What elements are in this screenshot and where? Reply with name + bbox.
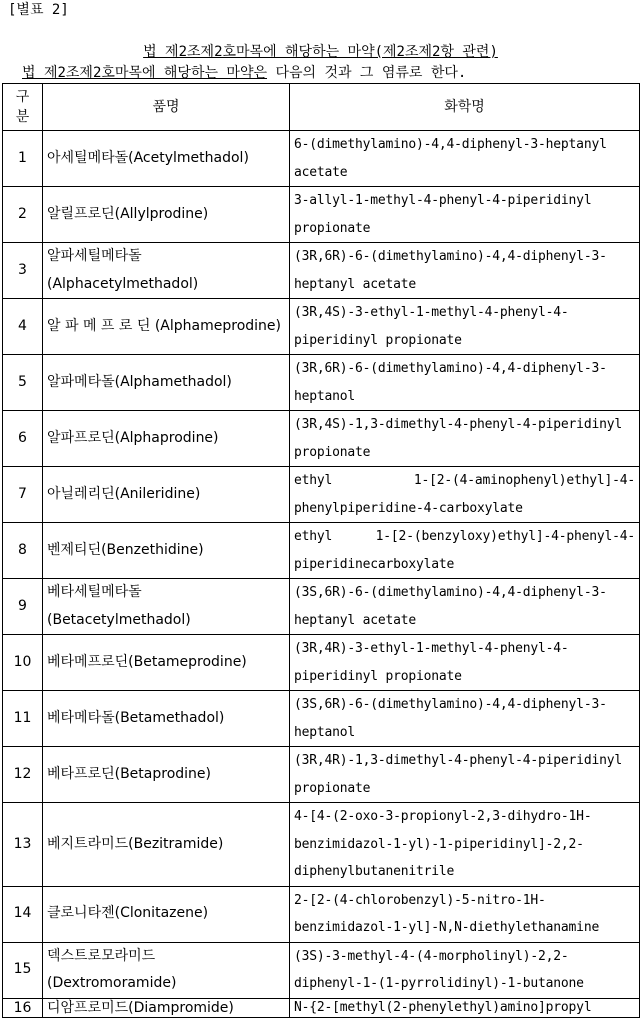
chemical-name: ethyl 1-[2-(benzyloxy)ethyl]-4-phenyl-4-piperidinecarboxylate: [290, 523, 640, 579]
drug-name: 베타메프로딘(Betameprodine): [43, 635, 290, 691]
chemical-name: (3R,4R)-1,3-dimethyl-4-phenyl-4-piperidinyl propionate: [290, 747, 640, 803]
chemical-name: (3S)-3-methyl-4-(4-morpholinyl)-2,2-diphenyl-1-(1-pyrrolidinyl)-1-butanone: [290, 942, 640, 998]
table-row: [3, 131, 640, 187]
drug-name: 아세틸메타돌(Acetylmethadol): [43, 131, 290, 187]
row-number: 3: [3, 243, 43, 299]
chemical-name: ethyl 1-[2-(4-aminophenyl)ethyl]-4-phenylpiperidine-4-carboxylate: [290, 467, 640, 523]
intro-sentence: [22, 64, 466, 82]
drug-name: 디암프로미드(Diampromide): [43, 998, 290, 1017]
chemical-name: (3S,6R)-6-(dimethylamino)-4,4-diphenyl-3-heptanyl acetate: [290, 579, 640, 635]
table-row: [3, 355, 640, 411]
drug-name: 클로니타젠(Clonitazene): [43, 886, 290, 942]
table-header-row: [3, 84, 640, 131]
table-row: [3, 691, 640, 747]
table-row: [3, 187, 640, 243]
row-number: 4: [3, 299, 43, 355]
chemical-name: (3R,6R)-6-(dimethylamino)-4,4-diphenyl-3-heptanol: [290, 355, 640, 411]
header-chem: 화학명: [290, 84, 640, 131]
intro-rest: 다음의 것과 그 염류로 한다.: [267, 65, 467, 81]
row-number: 15: [3, 942, 43, 998]
drug-name: 덱스트로모라미드 (Dextromoramide): [43, 942, 290, 998]
chemical-name: 6-(dimethylamino)-4,4-diphenyl-3-heptanyl acetate: [290, 131, 640, 187]
chemical-name: (3S,6R)-6-(dimethylamino)-4,4-diphenyl-3-heptanol: [290, 691, 640, 747]
drug-name: 베타메타돌(Betamethadol): [43, 691, 290, 747]
drug-table: [2, 83, 640, 1018]
drug-name: 알 파 메 프 로 딘 (Alphameprodine): [43, 299, 290, 355]
annex-label: [별표 2]: [8, 2, 69, 18]
table-row: [3, 411, 640, 467]
table-row: [3, 635, 640, 691]
intro-underlined: 법 제2조제2호마목에 해당하는 마약은: [22, 65, 268, 81]
header-no: [3, 84, 43, 131]
drug-name: 베타프로딘(Betaprodine): [43, 747, 290, 803]
table-row: [3, 299, 640, 355]
document-title: 법 제2조제2호마목에 해당하는 마약(제2조제2항 관련): [143, 44, 498, 60]
chemical-name: (3R,6R)-6-(dimethylamino)-4,4-diphenyl-3-heptanyl acetate: [290, 243, 640, 299]
chemical-name: 2-[2-(4-chlorobenzyl)-5-nitro-1H-benzimidazol-1-yl]-N,N-diethylethanamine: [290, 886, 640, 942]
table-row: [3, 998, 640, 1017]
chemical-name: (3R,4S)-1,3-dimethyl-4-phenyl-4-piperidinyl propionate: [290, 411, 640, 467]
header-no-bottom: 분: [15, 109, 30, 125]
header-no-top: 구: [15, 89, 30, 105]
chemical-name: 4-[4-(2-oxo-3-propionyl-2,3-dihydro-1H-benzimidazol-1-yl)-1-piperidinyl]-2,2-diphenylbutanenitrile: [290, 803, 640, 887]
drug-name: 베타세틸메타돌 (Betacetylmethadol): [43, 579, 290, 635]
row-number: 14: [3, 886, 43, 942]
drug-name: 알파프로딘(Alphaprodine): [43, 411, 290, 467]
table-row: [3, 886, 640, 942]
table-row: [3, 579, 640, 635]
chemical-name: 3-allyl-1-methyl-4-phenyl-4-piperidinyl propionate: [290, 187, 640, 243]
drug-name: 알릴프로딘(Allylprodine): [43, 187, 290, 243]
row-number: 5: [3, 355, 43, 411]
table-row: [3, 243, 640, 299]
row-number: 11: [3, 691, 43, 747]
row-number: 13: [3, 803, 43, 887]
row-number: 10: [3, 635, 43, 691]
row-number: 16: [3, 998, 43, 1017]
drug-name: 알파세틸메타돌 (Alphacetylmethadol): [43, 243, 290, 299]
chemical-name: (3R,4R)-3-ethyl-1-methyl-4-phenyl-4-piperidinyl propionate: [290, 635, 640, 691]
drug-name: 알파메타돌(Alphamethadol): [43, 355, 290, 411]
table-row: [3, 942, 640, 998]
drug-name: 베지트라미드(Bezitramide): [43, 803, 290, 887]
row-number: 8: [3, 523, 43, 579]
chemical-name: N-{2-[methyl(2-phenylethyl)amino]propyl: [290, 998, 640, 1017]
table-row: [3, 523, 640, 579]
row-number: 1: [3, 131, 43, 187]
drug-name: 벤제티딘(Benzethidine): [43, 523, 290, 579]
table-row: [3, 747, 640, 803]
table-row: [3, 467, 640, 523]
row-number: 7: [3, 467, 43, 523]
drug-name: 아닐레리딘(Anileridine): [43, 467, 290, 523]
header-name: 품명: [43, 84, 290, 131]
row-number: 9: [3, 579, 43, 635]
row-number: 12: [3, 747, 43, 803]
row-number: 6: [3, 411, 43, 467]
table-row: [3, 803, 640, 887]
row-number: 2: [3, 187, 43, 243]
chemical-name: (3R,4S)-3-ethyl-1-methyl-4-phenyl-4-piperidinyl propionate: [290, 299, 640, 355]
